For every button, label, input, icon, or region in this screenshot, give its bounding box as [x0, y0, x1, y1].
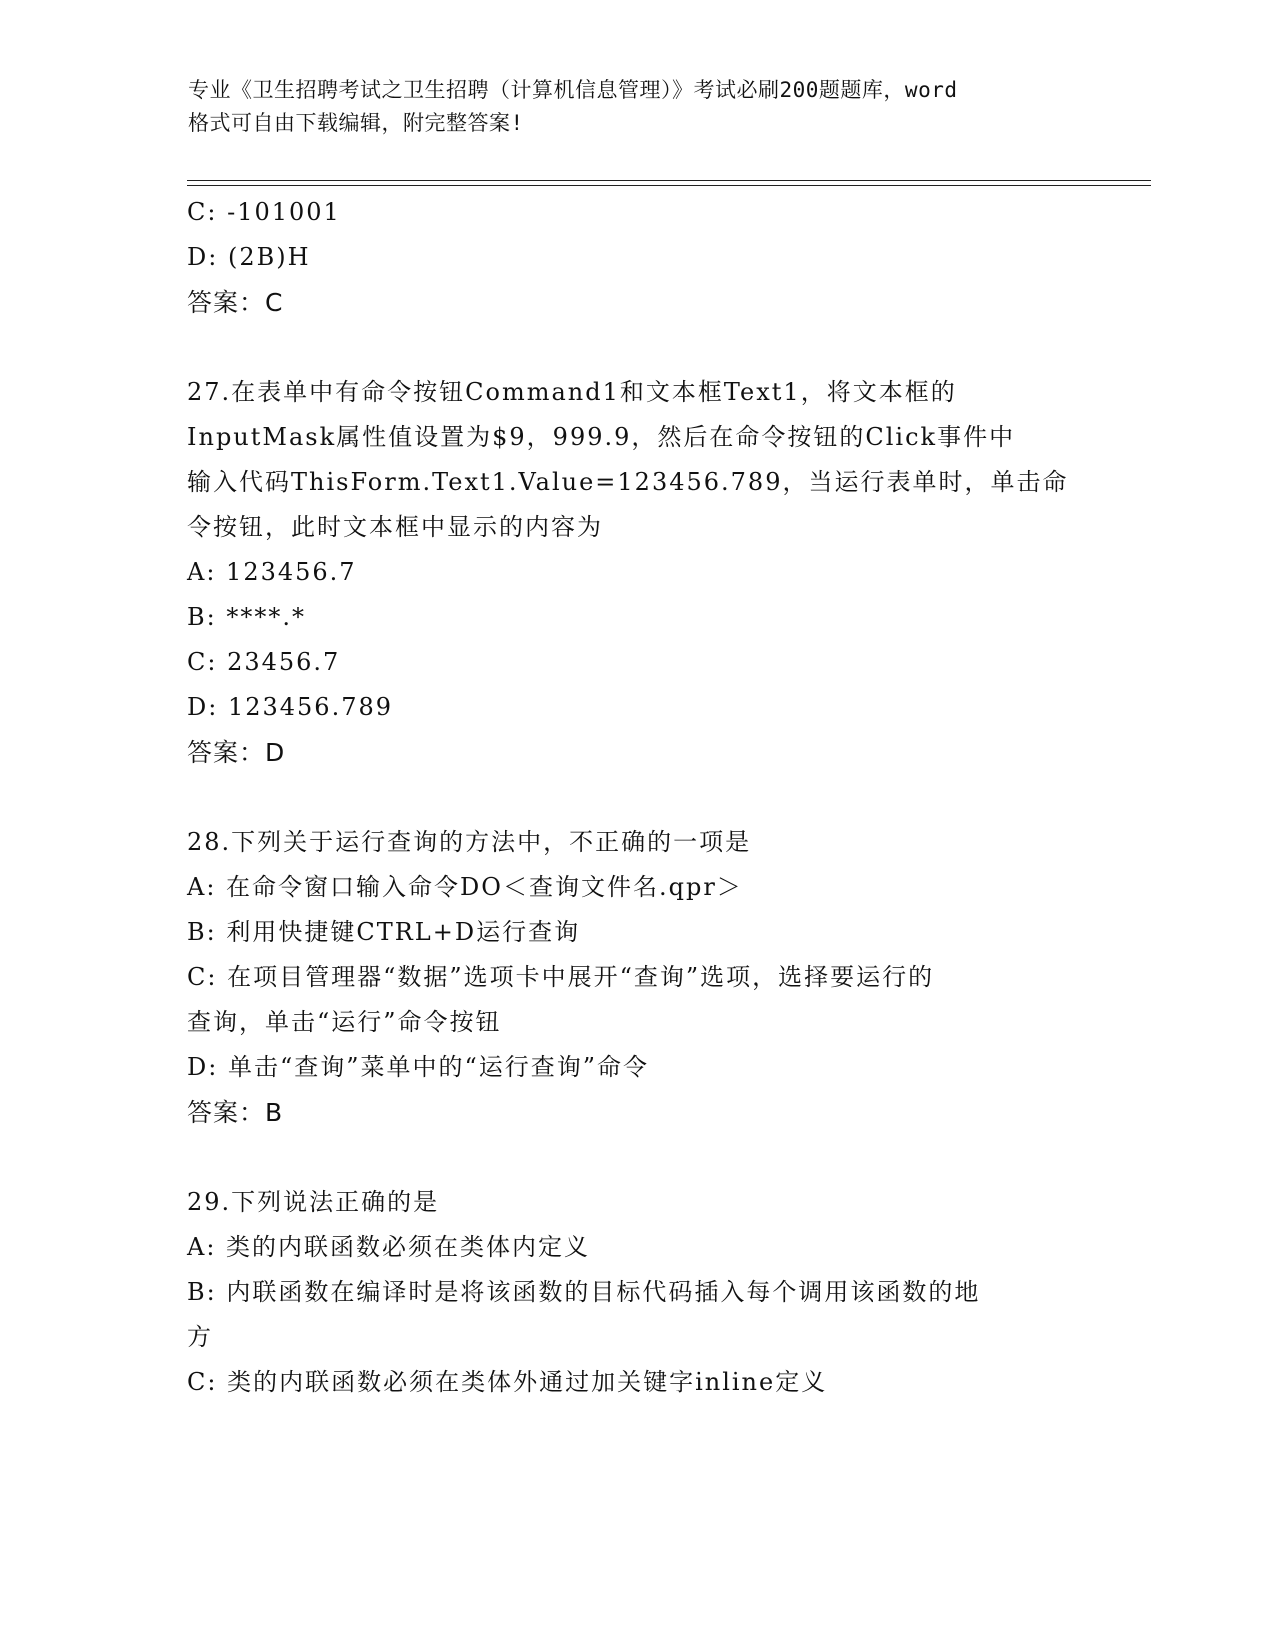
question-27: [187, 370, 1087, 775]
header-divider-top: [187, 180, 1151, 181]
option-b: B: ****.*: [187, 603, 306, 631]
header-line-1: 专业《卫生招聘考试之卫生招聘（计算机信息管理）》考试必刷200题题库，word: [188, 78, 958, 102]
question-stem-continued: 输入代码ThisForm.Text1.Value=123456.789，当运行表单时，单击命: [187, 468, 1069, 496]
question-stem: 27.在表单中有命令按钮Command1和文本框Text1，将文本框的: [187, 378, 957, 406]
option-d: D: 123456.789: [187, 693, 394, 721]
spacer: [187, 1135, 1087, 1180]
answer-line: 答案：D: [187, 738, 286, 767]
spacer: [187, 325, 1087, 370]
option-a: A: 在命令窗口输入命令DO＜查询文件名.qpr＞: [187, 873, 743, 901]
question-stem-continued: InputMask属性值设置为$9，999.9，然后在命令按钮的Click事件中: [187, 423, 1016, 451]
header-divider-bottom: [187, 185, 1151, 186]
option-c-continued: 查询，单击“运行”命令按钮: [187, 1008, 502, 1036]
option-c: C: 类的内联函数必须在类体外通过加关键字inline定义: [187, 1368, 828, 1396]
spacer: [187, 775, 1087, 820]
header-line-2: 格式可自由下载编辑，附完整答案!: [188, 111, 524, 135]
option-b-continued: 方: [187, 1323, 213, 1351]
option-d: D: (2B)H: [187, 243, 311, 271]
option-b: B: 利用快捷键CTRL+D运行查询: [187, 918, 581, 946]
document-header: [188, 74, 1088, 140]
question-stem: 28.下列关于运行查询的方法中，不正确的一项是: [187, 828, 752, 856]
option-d: D: 单击“查询”菜单中的“运行查询”命令: [187, 1053, 650, 1081]
question-stem-continued: 令按钮，此时文本框中显示的内容为: [187, 513, 603, 541]
question-28: [187, 820, 1087, 1135]
option-c: C: 23456.7: [187, 648, 341, 676]
option-a: A: 类的内联函数必须在类体内定义: [187, 1233, 591, 1261]
answer-line: 答案：B: [187, 1098, 284, 1127]
question-29: [187, 1180, 1087, 1405]
answer-line: 答案：C: [187, 288, 284, 317]
option-a: A: 123456.7: [187, 558, 357, 586]
document-body: [187, 190, 1087, 1405]
option-c: C: -101001: [187, 198, 341, 226]
previous-question-tail: [187, 190, 1087, 325]
question-stem: 29.下列说法正确的是: [187, 1188, 440, 1216]
option-c: C: 在项目管理器“数据”选项卡中展开“查询”选项，选择要运行的: [187, 963, 935, 991]
option-b: B: 内联函数在编译时是将该函数的目标代码插入每个调用该函数的地: [187, 1278, 981, 1306]
